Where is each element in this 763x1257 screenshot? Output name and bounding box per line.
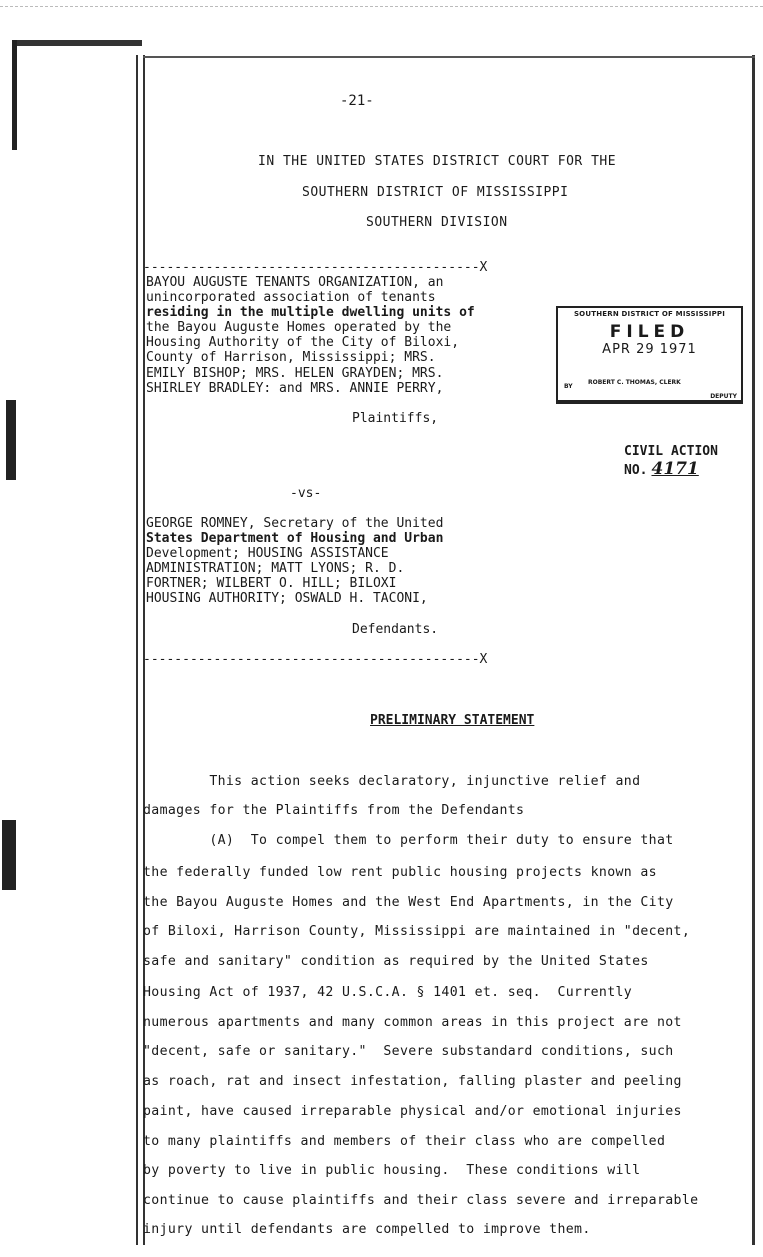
body-line: continue to cause plaintiffs and their class severe and irreparable <box>143 1193 699 1208</box>
body-line: of Biloxi, Harrison County, Mississippi are maintained in "decent, <box>143 924 691 939</box>
filed-stamp <box>556 306 743 404</box>
body-line: as roach, rat and insect infestation, falling plaster and peeling <box>143 1074 682 1089</box>
plaintiffs-line: unincorporated association of tenants <box>146 290 436 305</box>
scan-smudge-left <box>12 40 17 150</box>
scan-smudge-low <box>2 820 16 890</box>
body-line: This action seeks declaratory, injunctive relief and <box>143 774 641 789</box>
stamp-deputy: DEPUTY <box>710 393 737 400</box>
stamp-by: BY <box>564 383 573 390</box>
section-heading: PRELIMINARY STATEMENT <box>370 713 535 728</box>
stamp-filed: FILED <box>609 322 690 342</box>
civil-action-number-row <box>624 459 699 479</box>
stamp-district: SOUTHERN DISTRICT OF MISSISSIPPI <box>573 310 726 318</box>
defendants-line: GEORGE ROMNEY, Secretary of the United <box>146 516 444 531</box>
body-line: paint, have caused irreparable physical and/or emotional injuries <box>143 1104 682 1119</box>
caption-separator-top: -------------------------------------------X <box>143 260 488 275</box>
body-line: by poverty to live in public housing. These conditions will <box>143 1163 641 1178</box>
body-line: injury until defendants are compelled to improve them. <box>143 1222 591 1237</box>
plaintiffs-line: residing in the multiple dwelling units of <box>146 305 475 320</box>
plaintiffs-label: Plaintiffs, <box>352 411 439 426</box>
plaintiffs-line: County of Harrison, Mississippi; MRS. <box>146 350 436 365</box>
versus-label: -vs- <box>290 486 322 501</box>
defendants-label: Defendants. <box>352 622 439 637</box>
body-line: numerous apartments and many common areas in this project are not <box>143 1015 682 1030</box>
body-line: Housing Act of 1937, 42 U.S.C.A. § 1401 et. seq. Currently <box>143 985 633 1000</box>
plaintiffs-line: BAYOU AUGUSTE TENANTS ORGANIZATION, an <box>146 275 444 290</box>
defendants-line: Development; HOUSING ASSISTANCE <box>146 546 389 561</box>
scan-edge <box>0 0 763 7</box>
body-line: safe and sanitary" condition as required by the United States <box>143 954 649 969</box>
page-number: -21- <box>340 93 374 109</box>
body-line: "decent, safe or sanitary." Severe substandard conditions, such <box>143 1044 674 1059</box>
body-line: (A) To compel them to perform their duty to ensure that <box>143 833 674 848</box>
page-right-edge <box>752 55 755 1245</box>
civil-action-number: 4171 <box>651 459 699 479</box>
body-line: the federally funded low rent public housing projects known as <box>143 865 657 880</box>
court-title-line1: IN THE UNITED STATES DISTRICT COURT FOR THE <box>258 154 617 169</box>
plaintiffs-line: the Bayou Auguste Homes operated by the <box>146 320 452 335</box>
body-line: the Bayou Auguste Homes and the West End Apartments, in the City <box>143 895 674 910</box>
defendants-line: ADMINISTRATION; MATT LYONS; R. D. <box>146 561 405 576</box>
civil-action-label: CIVIL ACTION <box>624 444 718 459</box>
stamp-date: APR 29 1971 <box>602 342 697 357</box>
court-title-line3: SOUTHERN DIVISION <box>366 215 508 230</box>
plaintiffs-line: EMILY BISHOP; MRS. HELEN GRAYDEN; MRS. <box>146 366 444 381</box>
defendants-line: FORTNER; WILBERT O. HILL; BILOXI <box>146 576 397 591</box>
caption-separator-bottom: -------------------------------------------X <box>143 652 488 667</box>
defendants-line: States Department of Housing and Urban <box>146 531 444 546</box>
margin-rule-inner <box>143 55 145 1245</box>
stamp-clerk: ROBERT C. THOMAS, CLERK <box>588 379 681 386</box>
scan-smudge-top <box>12 40 142 46</box>
margin-rule-outer <box>136 55 138 1245</box>
plaintiffs-line: Housing Authority of the City of Biloxi, <box>146 335 460 350</box>
body-line: damages for the Plaintiffs from the Defendants <box>143 803 525 818</box>
page-top-rule <box>143 56 755 58</box>
civil-action-no-label: NO. <box>624 463 648 478</box>
defendants-line: HOUSING AUTHORITY; OSWALD H. TACONI, <box>146 591 428 606</box>
body-line: to many plaintiffs and members of their class who are compelled <box>143 1134 666 1149</box>
scan-smudge-mid <box>6 400 16 480</box>
plaintiffs-line: SHIRLEY BRADLEY: and MRS. ANNIE PERRY, <box>146 381 444 396</box>
court-title-line2: SOUTHERN DISTRICT OF MISSISSIPPI <box>302 185 569 200</box>
